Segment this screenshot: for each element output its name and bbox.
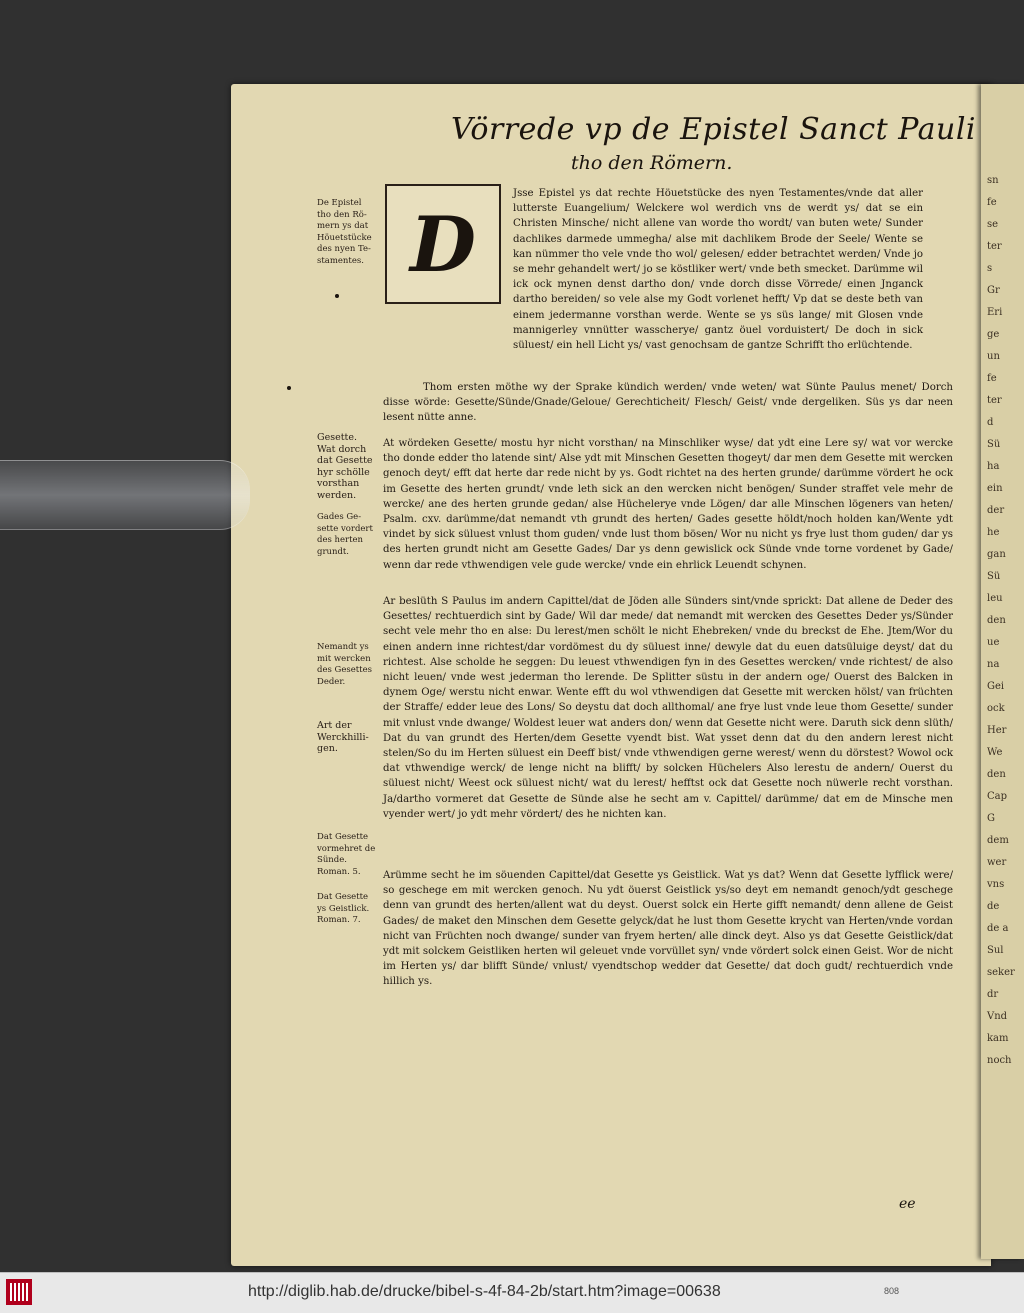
facing-page-fragment: Gr <box>987 285 1000 296</box>
folio-mark: ee <box>899 1196 916 1212</box>
facing-page-fragment: fe <box>987 197 997 208</box>
facing-page-fragment: ge <box>987 329 1000 340</box>
facing-page-fragment: ue <box>987 637 1000 648</box>
margin-note: Nemandt ys mit wercken des Gesettes Deder. <box>317 642 372 687</box>
facing-page-fragment: leu <box>987 593 1003 604</box>
facing-page-fragment: Eri <box>987 307 1003 318</box>
facing-page-edge <box>981 84 1024 1259</box>
margin-note: Dat Gesette ys Geistlick. Roman. 7. <box>317 892 370 926</box>
facing-page-fragment: vns <box>987 879 1005 890</box>
facing-page-fragment: gan <box>987 549 1006 560</box>
facing-page-fragment: We <box>987 747 1003 758</box>
facing-page-fragment: Sul <box>987 945 1004 956</box>
facing-page-fragment: noch <box>987 1055 1012 1066</box>
facing-page-fragment: ter <box>987 241 1002 252</box>
facing-page-fragment: kam <box>987 1033 1009 1044</box>
facing-page-fragment: de <box>987 901 1000 912</box>
facing-page-fragment: den <box>987 769 1006 780</box>
facing-page-fragment: ock <box>987 703 1005 714</box>
margin-note: Gesette. Wat dorch dat Gesette hyr schölle vorsthan werden. <box>317 432 373 501</box>
facing-page-fragment: de a <box>987 923 1009 934</box>
paragraph-5: Arümme secht he im söuenden Capittel/dat Gesette ys Geistlick. Wat ys dat? Wenn dat Gesette lyfflick were/ so geschege em mit wercken genoch. Nu ydt öuerst Geistlick ys/so deyt em nemandt genoch/ydt geschege denn van grundt des herten/allent wat du deyst. Ouerst solck ein Herte gifft nemandt/ denn allene de Geist Gades/ de maket den Minschen dem Gesette gelyck/dat he lust thom Gesette krycht van Herten/vnde vordan nicht van Früchten noch dwange/ sunder van fryem herten/ alle dinck deyt. Also ys dat Gesette Geistlick/dat ydt mit solckem Geistliken herten wil geleuet vnde vorvüllet syn/ vnde vördert solck einen Geist. Wor de nicht im Herten ys/ dar blifft Sünde/ vnlust/ vyendtschop wedder dat Gesette/ dat doch gudt/ rechtuerdich vnde hillich ys. <box>383 870 953 988</box>
facing-page-fragment: seker <box>987 967 1015 978</box>
facing-page-fragment: na <box>987 659 1000 670</box>
page-title: Vörrede vp de Epistel Sanct Pauli <box>451 112 977 147</box>
facing-page-fragment: wer <box>987 857 1007 868</box>
paragraph-4: Ar beslüth S Paulus im andern Capittel/dat de Jöden alle Sünders sint/vnde sprickt: Dat allene de Deder des Gesettes/ rechtuerdich sint by Gade/ Wil dar mede/ dat nemandt mit wercken des Gesettes Deder ys/Sünder secht vele mehr tho en alse: Du lerest/men schölt le nicht Ehebreken/ vnde du breckst de Ehe. Jtem/Wor du einen andern inne richtest/dar vordömest du dy süluest inne/ dewyle dat du euen datsüluige deyst/ dat du richtest. Alse scholde he seggen: Du leuest vthwendigen fyn in des Gesettes wercken/ vnde richtest/ de also nicht leuen/ vnde west jederman tho lerende. De Splitter süstu in der andern oge/ Ouerst des Balcken in dynem Oge/ werstu nicht enwar. Wente efft du wol vthwendigen dat Gesette mit wercken hölst/ van früchten der Straffe/ edder leue des Lons/ So deystu dat doch allthomal/ ane frye lust vnde leue thom Gesette/ sunder mit vnlust vnde dwange/ Woldest leuer wat anders don/ wenn dat Gesette nicht were. Daruth sick denn slüth/ Dat du van grundt des Herten/dem Gesette vyendt bist. Wat ysset denn dat du den andern lerest nicht stelen/So du im Herten süluest ein Deeff bist/ vnde vthwendigen gerne werest/ wenn du dörstest? Wowol ock dat vthwendige werck/ de lenge nicht na blifft/ by solcken Hüchelers Also lerestu de andern/ Ouerst du süluest nicht/ Weest ock süluest nicht/ wat du lerest/ hefftst ock dat Gesette noch nüwerle recht vorsthan. Ja/dartho vormeret dat Gesette de Sünde alse he secht am v. Capittel/ darümme/ dat em de Minsche men vyender wert/ jo ydt mehr vördert/ des he nichten kan. <box>383 596 953 820</box>
paragraph-1-top: Jsse Epistel ys dat rechte Höuetstücke des nyen Testamentes/vnde dat aller lutterste Euangelium/ Welckere wol werdich vns de werdt ys/ dat se ein Christen Minsche/ nicht allene van worde tho wordt/ van buten wete/ Sunder dachlikes darmede ummegha/ alse mit dachlikem Brode der Seele/ Wente se kan nümmer tho vele vnde tho wol/ gelesen/ edder betrachtet werden/ Vnde jo se mehr gehandelt wert/ jo se köstliker wert/ vnde beth smecket. Darümme wil ick ock mynen denst dartho don/ vnde dorch disse Vörrede/ einen Jnganck dartho bereiden/ so vele alse my Godt vorlenet hefft/ Vp dat se deste beth van einem jedermanne vorsthan werde. Wente se ys süs lange/ mit Glosen vnde mannigerley vnnütter wasscherye/ gantz öuel vorduistert/ De doch in sick süluest/ ein hell Licht ys/ vast genochsam de gantze Schrifft tho erlüchtende. <box>513 188 923 352</box>
facing-page-fragment: Sü <box>987 571 1001 582</box>
library-logo-icon[interactable] <box>6 1279 32 1305</box>
margin-note: Dat Gesette vormehret de Sünde. Roman. 5. <box>317 832 376 877</box>
facing-page-fragment: se <box>987 219 999 230</box>
page-subtitle: tho den Römern. <box>571 152 733 174</box>
bullet-mark <box>287 386 291 390</box>
page-indicator: 808 <box>884 1286 900 1296</box>
url-text[interactable]: http://diglib.hab.de/drucke/bibel-s-4f-84-2b/start.htm?image=00638 <box>248 1283 721 1300</box>
facing-page-fragment: ein <box>987 483 1003 494</box>
facing-page-fragment: ter <box>987 395 1002 406</box>
facing-page-fragment: Her <box>987 725 1007 736</box>
facing-page-fragment: Gei <box>987 681 1005 692</box>
facing-page-fragment: der <box>987 505 1005 516</box>
facing-page-fragment: dem <box>987 835 1009 846</box>
margin-note: Art der Werckhilli- gen. <box>317 720 369 755</box>
margin-note: De Epistel tho den Rö- mern ys dat Höuetstücke des nyen Te- stamentes. <box>317 198 372 266</box>
initial-letter: D <box>410 199 476 289</box>
facing-page-fragment: d <box>987 417 994 428</box>
facing-page-fragment: dr <box>987 989 999 1000</box>
facing-page-fragment: den <box>987 615 1006 626</box>
margin-note: Gades Ge- sette vordert des herten grundt. <box>317 512 373 557</box>
facing-page-fragment: Vnd <box>987 1011 1008 1022</box>
facing-page-fragment: s <box>987 263 993 274</box>
facing-page-fragment: fe <box>987 373 997 384</box>
facing-page-fragment: sn <box>987 175 999 186</box>
facing-page-fragment: he <box>987 527 1000 538</box>
paragraph-3: At wördeken Gesette/ mostu hyr nicht vorsthan/ na Minschliker wyse/ dat ydt eine Lere sy/ wat vor wercke tho donde edder tho latende sint/ Alse ydt mit Minschen Gesetten thogeyt/ dar men dem Gesette mit wercken genoch deyt/ efft dat herte dar rede nicht by ys. Godt richtet na des herten grunde/ darümme vördert he ock im Gesette des herten grundt/ vnde leth sick an den wercken nicht benögen/ Sunder straffet vele mehr de wercke/ ane des herten grunde gedan/ alse Hüchelerye vnde Lögen/ dar alle Minschen lögeners van heten/ Psalm. cxv. darümme/dat nemandt vth grundt des herten/ Gades gesette höldt/noch holden kan/Wente ydt vindet by sick süluest vnlust thom guden/ vnde lust thom bösen/ Wor nu nicht ys frye lust thom guden/ dar ys des herten grundt nicht am Gesette Gades/ Dar ys denn gewislick ock Sünde vnde torne vordenet by Gade/ wenn dar rede vthwendigen vele gude wercke/ vnde ein ehrlick Leuendt schynen. <box>383 438 953 571</box>
facing-page-fragment: un <box>987 351 1000 362</box>
facing-page-fragment: Cap <box>987 791 1008 802</box>
status-bar <box>0 1272 1024 1313</box>
facing-page-fragment: G <box>987 813 995 824</box>
bullet-mark <box>335 294 339 298</box>
ornamental-initial <box>385 184 501 304</box>
facing-page-fragment: ha <box>987 461 1000 472</box>
glass-bar-overlay <box>0 460 250 530</box>
facing-page-fragment: Sü <box>987 439 1001 450</box>
paragraph-2: Thom ersten möthe wy der Sprake kündich werden/ vnde weten/ wat Sünte Paulus menet/ Dorch disse wörde: Gesette/Sünde/Gnade/Geloue/ Gerechticheit/ Flesch/ Geist/ vnde dergeliken. Süs ys dar neen lesent nütte anne. <box>383 382 953 424</box>
